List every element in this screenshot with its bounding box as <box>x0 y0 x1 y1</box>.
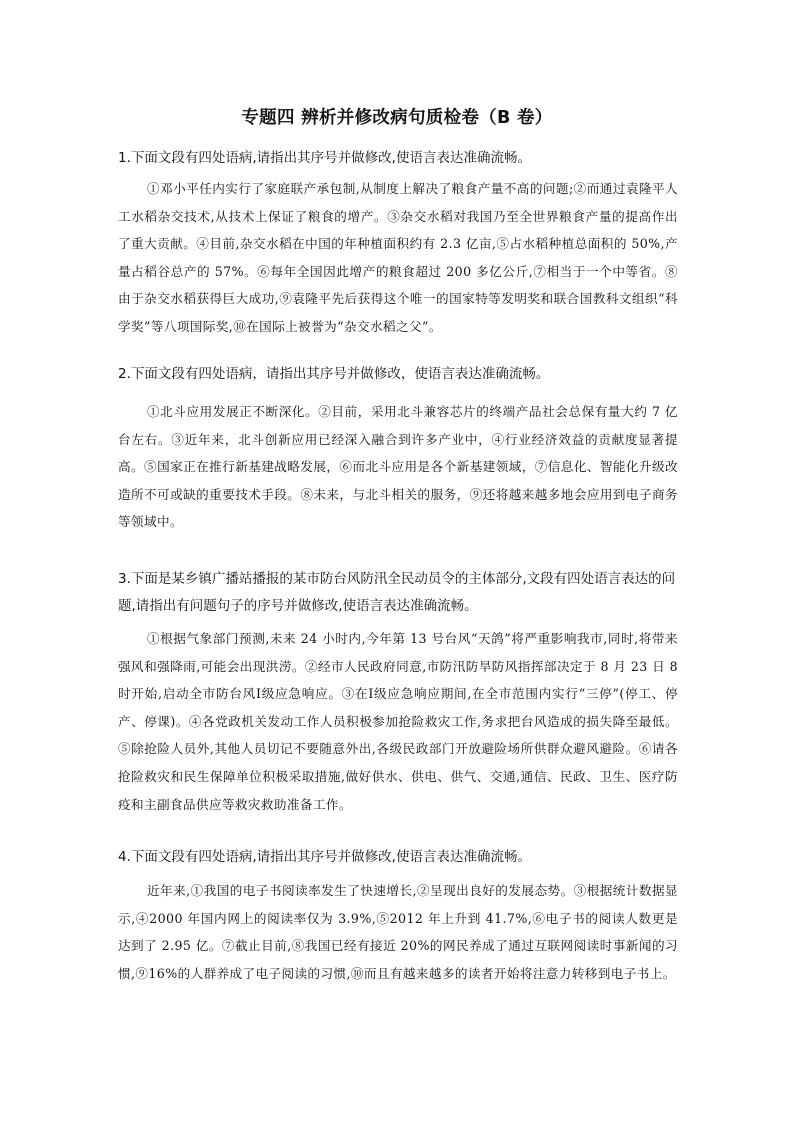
question-2-passage: ①北斗应用发展正不断深化。②目前，采用北斗兼容芯片的终端产品社会总保有量大约 7 亿台左右。③近年来，北斗创新应用已经深入融合到许多产业中，④行业经济效益的贡献度显著提高。⑤国家正在推行新基建战略发展，⑥而北斗应用是各个新基建领域，⑦信息化、智能化升级改造所不可或缺的重要技术手段。⑧未来，与北斗相关的服务，⑨还将越来越多地会应用到电子商务等领域中。 <box>118 404 678 530</box>
question-4-passage: 近年来,①我国的电子书阅读率发生了快速增长,②呈现出良好的发展态势。③根据统计数据显示,④2000 年国内网上的阅读率仅为 3.9%,⑤2012 年上升到 41.7%,⑥电子书的阅读人数更是达到了 2.95 亿。⑦截止目前,⑧我国已经有接近 20%的网民养成了通过互联网阅读时事新闻的习惯,⑨16%的人群养成了电子阅读的习惯,⑩而且有越来越多的读者开始将注意力转移到电子书上。 <box>118 883 678 981</box>
question-1-passage: ①邓小平任内实行了家庭联产承包制,从制度上解决了粮食产量不高的问题;②而通过袁隆平人工水稻杂交技术,从技术上保证了粮食的增产。③杂交水稻对我国乃至全世界粮食产量的提高作出了重大贡献。④目前,杂交水稻在中国的年种植面积约有 2.3 亿亩,⑤占水稻种植总面积的 50%,产量占稻谷总产的 57%。⑥每年全国因此增产的粮食超过 200 多亿公斤,⑦相当于一个中等省。⑧由于杂交水稻获得巨大成功,⑨袁隆平先后获得这个唯一的国家特等发明奖和联合国教科文组织“科学奖”等八项国际奖,⑩在国际上被誉为“杂交水稻之父”。 <box>118 181 678 334</box>
question-4-prompt: 4.下面文段有四处语病,请指出其序号并做修改,使语言表达准确流畅。 <box>118 849 531 865</box>
question-3-prompt: 3.下面是某乡镇广播站播报的某市防台风防汛全民动员令的主体部分,文段有四处语言表达的问题,请指出有问题句子的序号并做修改,使语言表达准确流畅。 <box>118 571 676 614</box>
question-2-prompt: 2.下面文段有四处语病，请指出其序号并做修改，使语言表达准确流畅。 <box>118 366 550 382</box>
question-1-prompt: 1.下面文段有四处语病,请指出其序号并做修改,使语言表达准确流畅。 <box>118 150 531 166</box>
question-3-passage: ①根据气象部门预测,未来 24 小时内,今年第 13 号台风“天鸽”将严重影响我市,同时,将带来强风和强降雨,可能会出现洪涝。②经市人民政府同意,市防汛防旱防风指挥部决定于 8 月 23 日 8 时开始,启动全市防台风Ⅰ级应急响应。③在Ⅰ级应急响应期间,在全市范围内实行“三停”(停工、停产、停课)。④各党政机关发动工作人员积极参加抢险救灾工作,务求把台风造成的损失降至最低。⑤除抢险人员外,其他人员切记不要随意外出,各级民政部门开放避险场所供群众避风避险。⑥请各抢险救灾和民生保障单位积极采取措施,做好供水、供电、供气、交通,通信、民政、卫生、医疗防疫和主副食品供应等救灾救助准备工作。 <box>118 631 678 812</box>
page-title: 专题四 辨析并修改病句质检卷（B 卷） <box>241 108 553 128</box>
